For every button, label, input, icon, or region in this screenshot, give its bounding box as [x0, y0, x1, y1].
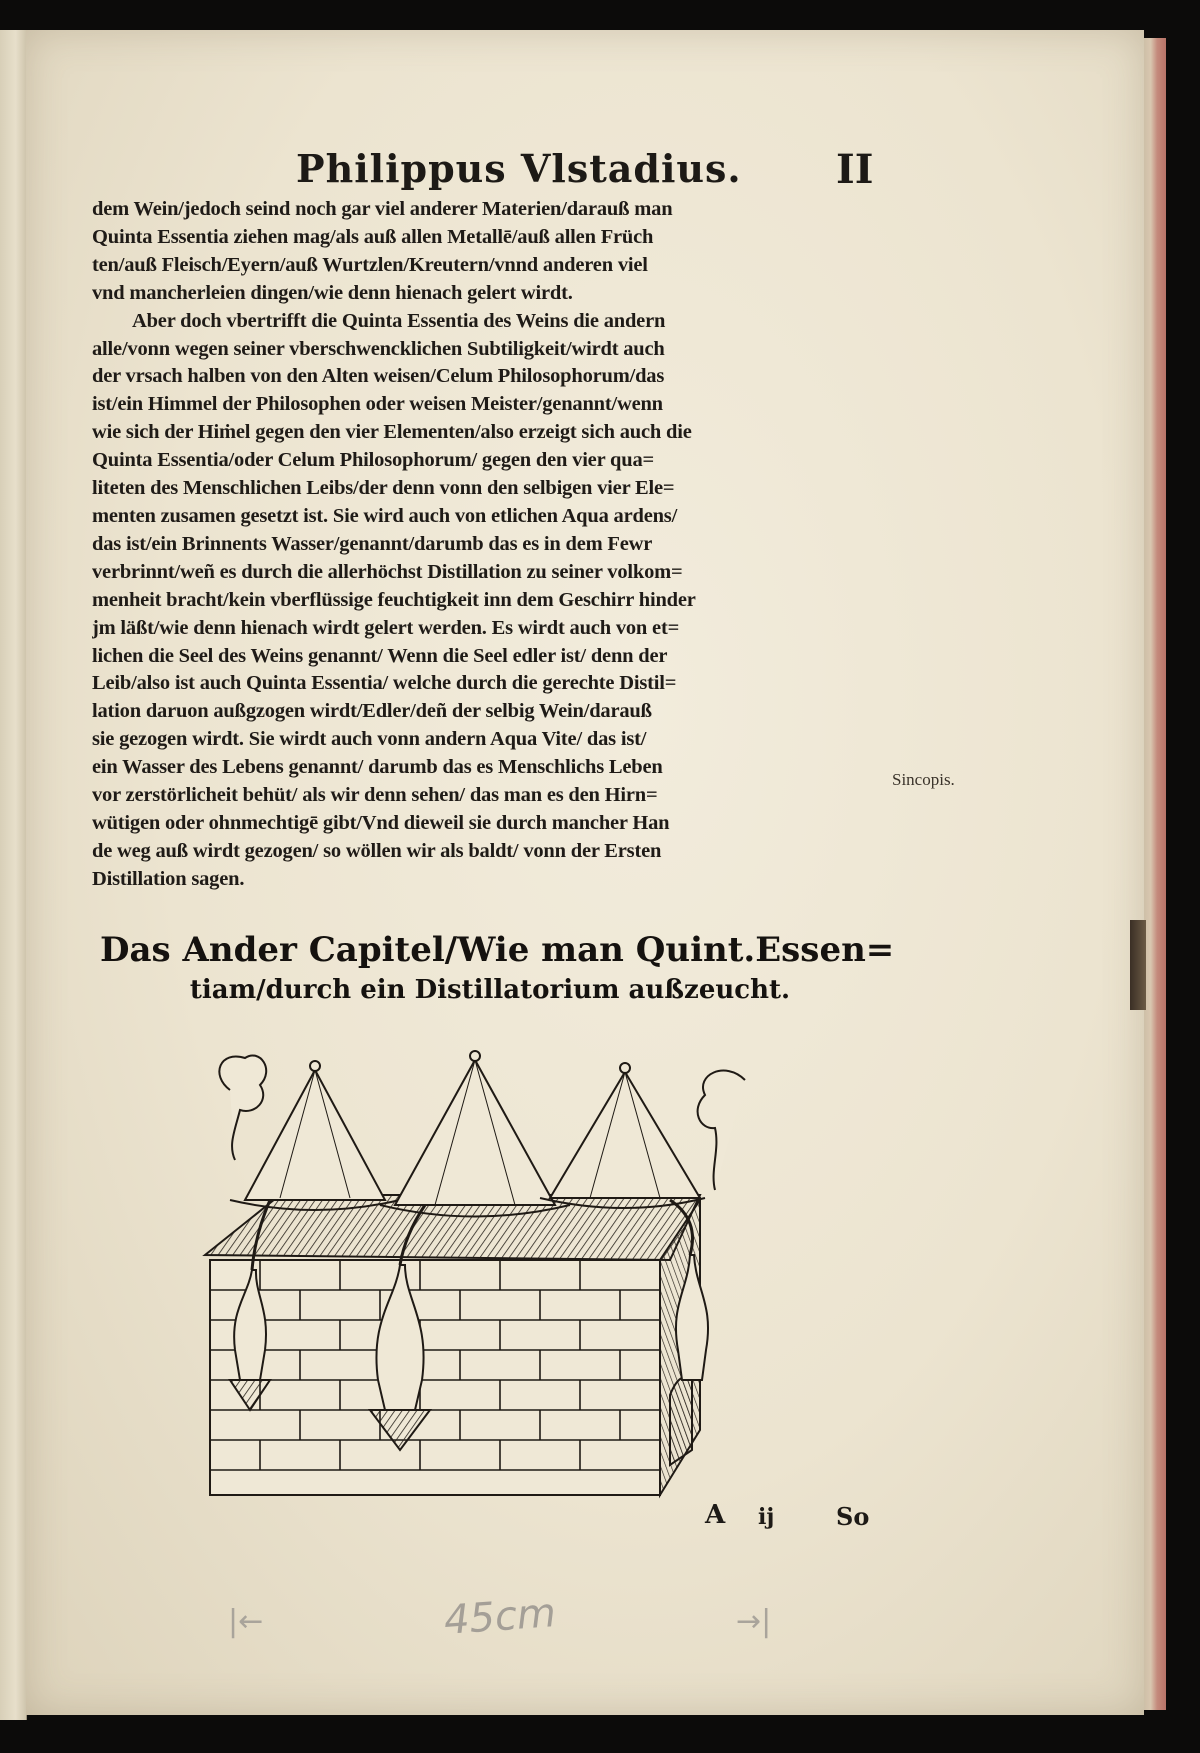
distillation-furnace-woodcut: [200, 1050, 790, 1510]
signature-number: ij: [758, 1504, 775, 1530]
page-fore-edge: [1144, 38, 1166, 1710]
text-line: menheit bracht/kein vberflüssige feuchtigkeit inn dem Geschirr hinder: [92, 588, 696, 611]
text-line: Quinta Essentia/oder Celum Philosophorum/ gegen den vier qua=: [92, 449, 654, 472]
pencil-measurement-note: 45cm: [442, 1590, 558, 1644]
ruler-tick-left: |←: [228, 1604, 264, 1639]
text-line: alle/vonn wegen seiner vberschwencklichen Subtiligkeit/wirdt auch: [92, 337, 665, 360]
chapter-heading-line-2: tiam/durch ein Distillatorium außzeucht.: [189, 975, 791, 1005]
text-line: menten zusamen gesetzt ist. Sie wird auch von etlichen Aqua ardens/: [92, 504, 678, 527]
text-line: dem Wein/jedoch seind noch gar viel anderer Materien/darauß man: [92, 198, 673, 220]
text-line: liteten des Menschlichen Leibs/der denn vonn den selbigen vier Ele=: [92, 477, 675, 500]
body-text: [92, 196, 892, 894]
text-line: das ist/ein Brinnents Wasser/genannt/darumb das es in dem Fewr: [92, 532, 653, 555]
chapter-heading: [100, 928, 895, 1008]
marginal-note: Sincopis.: [892, 770, 955, 789]
ruler-tick-right: →|: [736, 1604, 772, 1639]
folio-number: II: [836, 146, 874, 193]
text-line: ist/ein Himmel der Philosophen oder weisen Meister/genannt/wenn: [92, 393, 663, 416]
text-line: vnd mancherleien dingen/wie denn hienach gelert wirdt.: [92, 281, 573, 304]
catchword: So: [836, 1502, 870, 1531]
text-line: Distillation sagen.: [92, 867, 245, 890]
running-head-title: Philippus Vlstadius.: [296, 146, 742, 191]
text-line: de weg auß wirdt gezogen/ so wöllen wir als baldt/ vonn der Ersten: [92, 839, 662, 862]
text-line: lation daruon außgzogen wirdt/Edler/deñ der selbig Wein/darauß: [92, 700, 652, 723]
text-line: Aber doch vbertrifft die Quinta Essentia des Weins die andern: [132, 309, 666, 332]
text-line: wie sich der Hiṁel gegen den vier Elementen/also erzeigt sich auch die: [92, 421, 692, 444]
text-line: vor zerstörlicheit behüt/ als wir denn sehen/ das man es den Hirn=: [92, 784, 658, 807]
text-line: der vrsach halben von den Alten weisen/Celum Philosophorum/das: [92, 365, 665, 388]
chapter-heading-line-1: Das Ander Capitel/Wie man Quint.Essen=: [100, 930, 895, 970]
text-line: wütigen oder ohnmechtigē gibt/Vnd dieweil sie durch mancher Han: [92, 811, 670, 834]
text-line: Leib/also ist auch Quinta Essentia/ welche durch die gerechte Distil=: [92, 672, 677, 695]
signature-mark: A: [705, 1500, 726, 1530]
text-line: ten/auß Fleisch/Eyern/auß Wurtzlen/Kreutern/vnnd anderen viel: [92, 253, 648, 276]
text-line: sie gezogen wirdt. Sie wirdt auch vonn andern Aqua Vite/ das ist/: [92, 728, 647, 751]
text-line: Quinta Essentia ziehen mag/als auß allen Metallē/auß allen Früch: [92, 225, 654, 248]
text-line: verbrinnt/weñ es durch die allerhöchst Distillation zu seiner volkom=: [92, 560, 683, 583]
text-line: ein Wasser des Lebens genannt/ darumb das es Menschlichs Leben: [92, 756, 663, 779]
bookmark-tab: [1130, 920, 1146, 1010]
text-line: jm läßt/wie denn hienach wirdt gelert werden. Es wirdt auch von et=: [92, 616, 680, 639]
left-page-edge: [0, 30, 27, 1720]
text-line: lichen die Seel des Weins genannt/ Wenn die Seel edler ist/ denn der: [92, 644, 668, 667]
running-head: [0, 110, 1200, 193]
measurement-annotation: [0, 1590, 1200, 1650]
